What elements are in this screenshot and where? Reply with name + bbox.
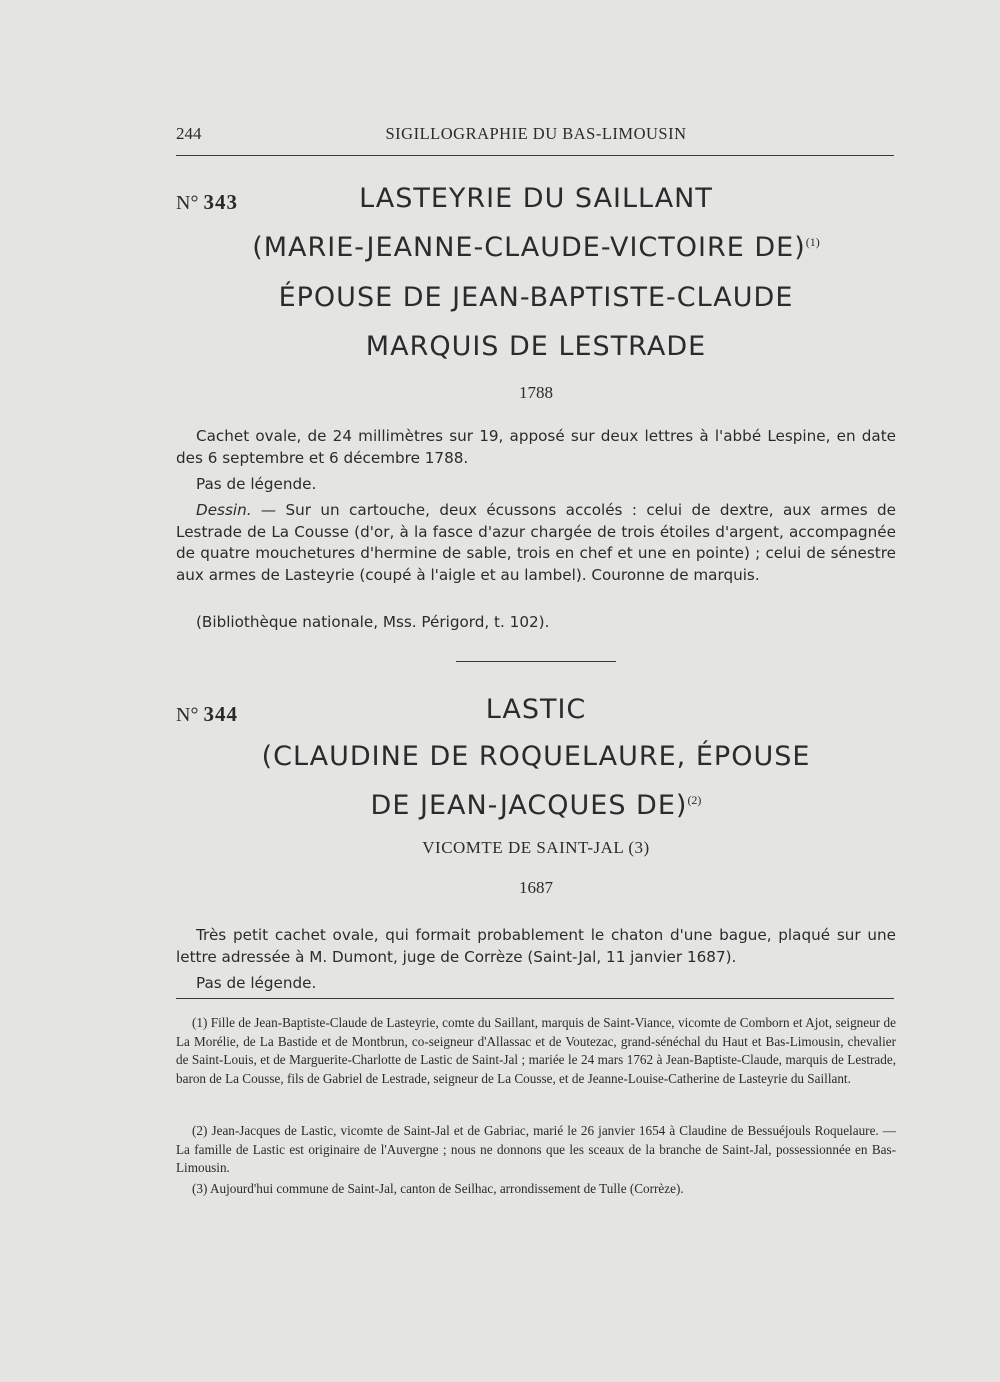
entry-343-title-line-2 <box>176 232 896 263</box>
section-separator <box>456 661 616 662</box>
entry-343-title-line-3: ÉPOUSE DE JEAN-BAPTISTE-CLAUDE <box>278 282 794 313</box>
entry-343-source: (Bibliothèque nationale, Mss. Périgord, t. 102). <box>196 613 550 631</box>
entry-344-legend: Pas de légende. <box>196 974 317 992</box>
footnote-3: (3) Aujourd'hui commune de Saint-Jal, canton de Seilhac, arrondissement de Tulle (Corrèze). <box>192 1181 684 1196</box>
entry-344-description: Très petit cachet ovale, qui formait probablement le chaton d'une bague, plaqué sur une lettre adressée à M. Dumont, juge de Corrèze (Saint-Jal, 11 janvier 1687). <box>176 926 896 966</box>
entry-344-year: 1687 <box>519 878 553 897</box>
entry-343-legend: Pas de légende. <box>196 475 317 493</box>
entry-344-title-line-3 <box>176 790 896 821</box>
entry-number-value: 344 <box>203 702 238 726</box>
entry-343-year: 1788 <box>519 383 553 402</box>
entry-number-value: 343 <box>203 190 238 214</box>
entry-343-title-line-1: LASTEYRIE DU SAILLANT <box>359 183 713 214</box>
entry-343-description: Cachet ovale, de 24 millimètres sur 19, apposé sur deux lettres à l'abbé Lespine, en date des 6 septembre et 6 décembre 1788. <box>176 427 896 467</box>
footnote-ref-1: (1) <box>805 235 820 249</box>
running-title: SIGILLOGRAPHIE DU BAS-LIMOUSIN <box>385 124 687 143</box>
header-rule <box>176 155 894 156</box>
entry-number-prefix: N° <box>176 704 199 726</box>
entry-344-title-line-1: LASTIC <box>485 694 587 725</box>
dessin-text: — Sur un cartouche, deux écussons accolés : celui de dextre, aux armes de Lestrade de La Cousse (d'or, à la fasce d'azur chargée de trois étoiles d'argent, accompagnée de quatre mouchetures d'hermine de sable, trois en chef et une en pointe) ; celui de sénestre aux armes de Lasteyrie (coupé à l'aigle et au lambel). Couronne de marquis. <box>176 501 896 584</box>
entry-343-title-line-2-text: (MARIE-JEANNE-CLAUDE-VICTOIRE DE) <box>252 232 806 263</box>
footnote-1: (1) Fille de Jean-Baptiste-Claude de Lasteyrie, comte du Saillant, marquis de Saint-Viance, vicomte de Comborn et Ajot, seigneur de La Morélie, de La Bastide et de Montbrun, co-seigneur d'Allassac et de Voutezac, grand-sénéchal du Haut et Bas-Limousin, chevalier de Saint-Louis, et de Marguerite-Charlotte de Lastic de Saint-Jal ; mariée le 24 mars 1762 à Jean-Baptiste-Claude, marquis de Lestrade, baron de La Cousse, fils de Gabriel de Lestrade, seigneur de La Cousse, et de Jeanne-Louise-Catherine de Lasteyrie du Saillant. <box>176 1015 896 1086</box>
page-number: 244 <box>176 124 202 143</box>
entry-343-title-line-4: MARQUIS DE LESTRADE <box>365 331 707 362</box>
entry-number-prefix: N° <box>176 192 199 214</box>
page-header <box>176 124 896 152</box>
entry-344-title-line-2: (CLAUDINE DE ROQUELAURE, ÉPOUSE <box>261 741 811 772</box>
footnote-ref-2: (2) <box>687 793 702 807</box>
dessin-label: Dessin. <box>196 501 252 519</box>
entry-344-title-line-3-text: DE JEAN-JACQUES DE) <box>370 790 688 821</box>
entry-344-subtitle: VICOMTE DE SAINT-JAL (3) <box>422 838 650 857</box>
footnote-2: (2) Jean-Jacques de Lastic, vicomte de Saint-Jal et de Gabriac, marié le 26 janvier 1654 à Claudine de Bessuéjouls Roquelaure. — La famille de Lastic est originaire de l'Auvergne ; nous ne donnons que les sceaux de la branche de Saint-Jal, possessionnée en Bas-Limousin. <box>176 1123 896 1175</box>
footnote-rule <box>176 998 894 999</box>
entry-343-dessin <box>176 500 896 586</box>
